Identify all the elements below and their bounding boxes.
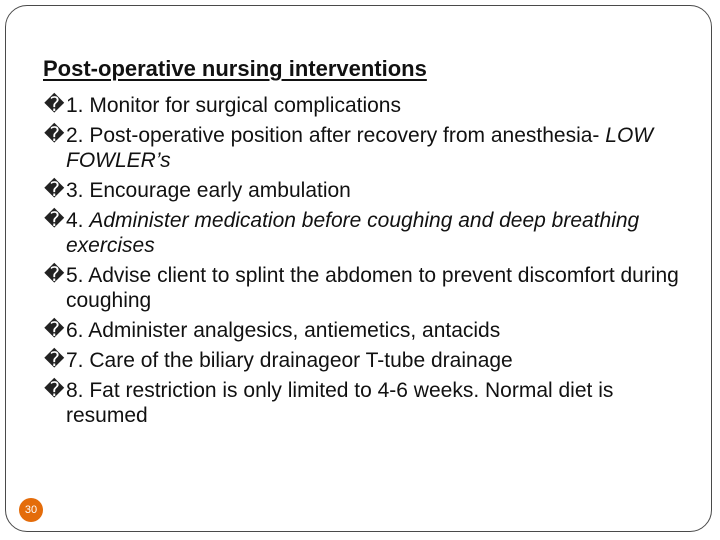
bullet-text: Post-operative position after recovery from anesthesia- — [89, 124, 606, 147]
bullet-number: 6. — [66, 319, 84, 342]
bullet-icon: � — [44, 179, 65, 201]
bullet-number: 8. — [66, 379, 84, 402]
bullet-number: 4. — [66, 209, 84, 232]
bullet-list — [44, 93, 684, 433]
bullet-number: 5. — [66, 264, 84, 287]
slide-title: Post-operative nursing interventions — [43, 56, 427, 81]
bullet-icon: � — [44, 124, 65, 146]
bullet-text: Fat restriction is only limited to 4-6 weeks. Normal diet is resumed — [66, 379, 614, 427]
bullet-item — [44, 208, 684, 258]
bullet-number: 1. — [66, 94, 84, 117]
bullet-number: 7. — [66, 349, 84, 372]
bullet-item — [44, 318, 684, 343]
bullet-number: 3. — [66, 179, 84, 202]
bullet-item — [44, 178, 684, 203]
bullet-item — [44, 348, 684, 373]
bullet-item — [44, 263, 684, 313]
bullet-icon: � — [44, 94, 65, 116]
bullet-item — [44, 123, 684, 173]
bullet-icon: � — [44, 264, 65, 286]
bullet-icon: � — [44, 379, 65, 401]
bullet-text: Administer analgesics, antiemetics, antacids — [88, 319, 501, 342]
bullet-item — [44, 378, 684, 428]
bullet-text: Care of the biliary drainageor T-tube drainage — [89, 349, 513, 372]
bullet-text: Advise client to splint the abdomen to prevent discomfort during coughing — [66, 264, 679, 312]
bullet-text-emphasis: LOW FOWLER’s — [66, 124, 654, 172]
bullet-text-emphasis: Administer medication before coughing and deep breathing exercises — [66, 209, 640, 257]
bullet-text: Encourage early ambulation — [89, 179, 351, 202]
bullet-icon: � — [44, 319, 65, 341]
bullet-number: 2. — [66, 124, 84, 147]
bullet-item — [44, 93, 684, 118]
bullet-icon: � — [44, 209, 65, 231]
bullet-text: Monitor for surgical complications — [89, 94, 401, 117]
page-number-badge: 30 — [19, 498, 43, 522]
bullet-icon: � — [44, 349, 65, 371]
